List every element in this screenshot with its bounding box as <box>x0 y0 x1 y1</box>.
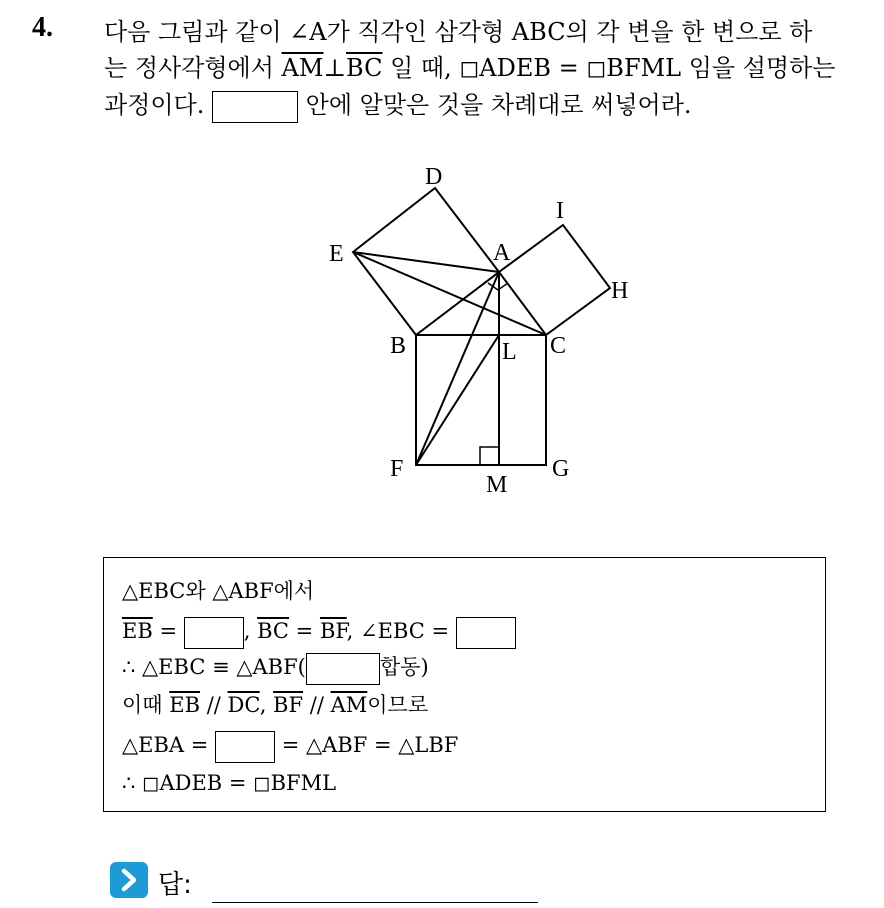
right-angle-mark-m <box>480 447 499 465</box>
label-e: E <box>329 241 344 267</box>
label-a: A <box>493 240 511 266</box>
label-f: F <box>390 456 404 482</box>
answer-label: 답: <box>158 870 192 900</box>
congruence-suffix: 합동) <box>379 655 429 679</box>
label-g: G <box>552 456 570 482</box>
label-c: C <box>550 333 567 359</box>
label-i: I <box>556 198 564 224</box>
segment-am: $\overline{AM}$ <box>281 54 324 82</box>
segment-fl <box>416 335 499 465</box>
segment-eb: $\overline{EB}$ <box>122 619 153 643</box>
question-text-3b: 안에 알맞은 것을 차례대로 써넣어라. <box>298 91 692 119</box>
question-text-2b: 일 때, ◻ADEB = ◻BFML 임을 설명하는 <box>382 54 836 82</box>
comma: , <box>243 619 251 643</box>
proof-line-6 <box>122 768 336 798</box>
label-m: M <box>486 472 508 498</box>
comma-2: , <box>259 693 274 717</box>
question-line-1 <box>104 14 812 50</box>
question-line-2 <box>104 50 835 86</box>
label-h: H <box>611 278 629 304</box>
question-number: 4. <box>32 12 53 43</box>
square-acih <box>499 225 610 335</box>
geometry-figure <box>318 160 638 500</box>
segment-bf: $\overline{BF}$ <box>319 619 347 643</box>
segment-bc-proof: $\overline{BC}$ <box>257 619 289 643</box>
proof-text-4a: 이때 <box>122 693 170 717</box>
equals-sign-2: = <box>288 619 320 643</box>
proof-line-3 <box>122 652 429 685</box>
proof-line-2 <box>122 616 516 649</box>
proof-line-1 <box>122 576 314 606</box>
label-d: D <box>425 164 443 190</box>
segment-am-2: $\overline{AM}$ <box>330 693 368 717</box>
question-line-3 <box>104 87 692 123</box>
segment-eb-2: $\overline{EB}$ <box>169 693 201 717</box>
square-bcgf <box>416 335 546 465</box>
question-text-2a: 는 정사각형에서 <box>104 54 282 82</box>
blank-3[interactable] <box>306 653 380 685</box>
question-text-1: 다음 그림과 같이 ∠A가 직각인 삼각형 ABC의 각 변을 한 변으로 하 <box>104 18 813 46</box>
example-blank-box <box>212 91 298 123</box>
label-b: B <box>390 333 407 359</box>
answer-input-line[interactable] <box>212 902 538 903</box>
congruence-text: ∴ △EBC ≡ △ABF( <box>122 655 306 679</box>
proof-conclusion: ∴ ◻ADEB = ◻BFML <box>122 771 337 795</box>
segment-bc: $\overline{BC}$ <box>346 54 383 82</box>
equals-sign: = <box>152 619 184 643</box>
proof-line-4 <box>122 690 428 720</box>
blank-1[interactable] <box>184 617 244 649</box>
segment-bf-2: $\overline{BF}$ <box>273 693 304 717</box>
proof-text-5b: = △ABF = △LBF <box>275 733 459 757</box>
parallel-2: // <box>303 693 331 717</box>
parallel-1: // <box>200 693 228 717</box>
angle-ebc-text: , ∠EBC = <box>346 619 456 643</box>
chevron-right-icon <box>110 862 148 898</box>
blank-2[interactable] <box>456 617 516 649</box>
proof-text-5a: △EBA = <box>122 733 216 757</box>
segment-fa <box>416 272 499 465</box>
question-text-3a: 과정이다. <box>104 91 205 119</box>
proof-text-4b: 이므로 <box>367 693 429 717</box>
label-l: L <box>502 339 517 365</box>
proof-text-1: △EBC와 △ABF에서 <box>122 579 315 603</box>
proof-line-5 <box>122 730 458 763</box>
proof-box <box>103 557 826 812</box>
blank-4[interactable] <box>215 731 275 763</box>
perp-symbol: ⊥ <box>323 54 347 82</box>
segment-dc: $\overline{DC}$ <box>227 693 260 717</box>
